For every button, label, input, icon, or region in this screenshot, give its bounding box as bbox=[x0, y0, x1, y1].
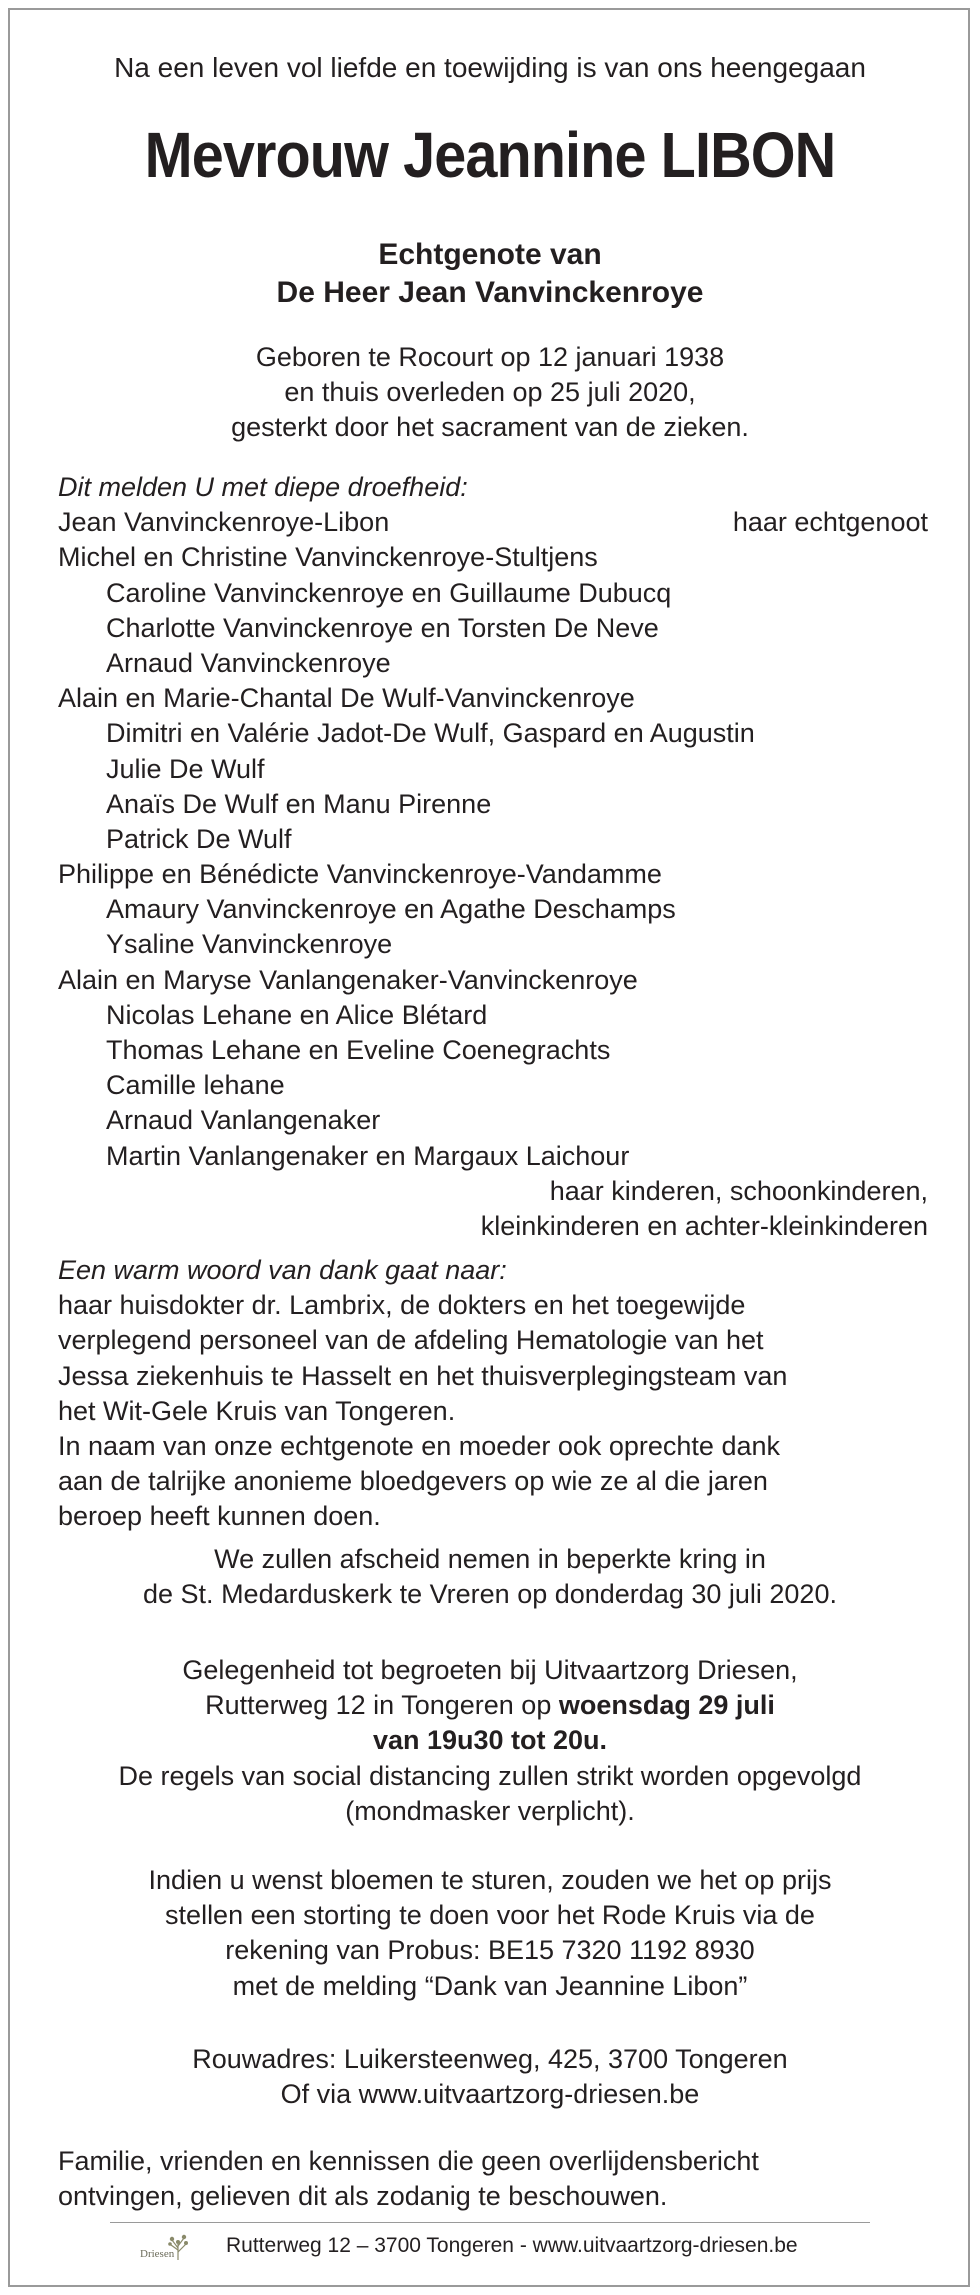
family-member: Patrick De Wulf bbox=[106, 823, 292, 854]
family-member: Alain en Marie-Chantal De Wulf-Vanvinckenroye bbox=[58, 683, 635, 714]
visitation-day: woensdag 29 juli bbox=[558, 1690, 775, 1721]
farewell-line-1: We zullen afscheid nemen in beperkte kring in bbox=[214, 1544, 766, 1574]
birth-block bbox=[0, 340, 980, 445]
thanks-line: aan de talrijke anonieme bloedgevers op wie ze al die jaren bbox=[58, 1466, 768, 1497]
deceased-name: Mevrouw Jeannine LIBON bbox=[144, 119, 836, 191]
family-member: Thomas Lehane en Eveline Coenegrachts bbox=[106, 1035, 611, 1065]
intro-line: Na een leven vol liefde en toewijding is van ons heengegaan bbox=[114, 52, 866, 83]
flowers-line-1: Indien u wenst bloemen te sturen, zouden we het op prijs bbox=[148, 1865, 832, 1895]
closing-line-2: ontvingen, gelieven dit als zodanig te beschouwen. bbox=[58, 2181, 668, 2212]
spouse-block bbox=[0, 236, 980, 312]
family-member: Caroline Vanvinckenroye en Guillaume Dubucq bbox=[106, 577, 672, 608]
family-member: Arnaud Vanlangenaker bbox=[106, 1105, 381, 1136]
footer-text: Rutterweg 12 – 3700 Tongeren - www.uitvaartzorg-driesen.be bbox=[226, 2234, 798, 2257]
thanks-line: beroep heeft kunnen doen. bbox=[58, 1501, 381, 1532]
visitation-line-1: Gelegenheid tot begroeten bij Uitvaartzorg Driesen, bbox=[182, 1655, 798, 1685]
visitation-block bbox=[0, 1653, 980, 1829]
farewell-line-2: de St. Medarduskerk te Vreren op donderdag 30 juli 2020. bbox=[143, 1579, 837, 1610]
thanks-line: verplegend personeel van de afdeling Hematologie van het bbox=[58, 1325, 764, 1356]
family-member: Dimitri en Valérie Jadot-De Wulf, Gaspard en Augustin bbox=[106, 718, 755, 749]
family-member: Martin Vanlangenaker en Margaux Laichour bbox=[106, 1140, 630, 1171]
visitation-line-5: (mondmasker verplicht). bbox=[345, 1795, 635, 1826]
footer-divider bbox=[110, 2222, 870, 2223]
flowers-line-3: rekening van Probus: BE15 7320 1192 8930 bbox=[225, 1935, 755, 1966]
family-member: Alain en Maryse Vanlangenaker-Vanvinckenroye bbox=[58, 964, 638, 995]
closing-block bbox=[58, 2144, 938, 2214]
farewell-block bbox=[0, 1542, 980, 1612]
address-line-2: Of via www.uitvaartzorg-driesen.be bbox=[280, 2079, 700, 2110]
family-member: Michel en Christine Vanvinckenroye-Stultjens bbox=[58, 542, 598, 573]
birth-line-2: en thuis overleden op 25 juli 2020, bbox=[284, 377, 696, 407]
thanks-line: haar huisdokter dr. Lambrix, de dokters en het toegewijde bbox=[58, 1290, 746, 1321]
flowers-block bbox=[0, 1863, 980, 2004]
thanks-block bbox=[58, 1253, 938, 1535]
family-member: Julie De Wulf bbox=[106, 753, 265, 784]
family-member: Ysaline Vanvinckenroye bbox=[106, 929, 393, 960]
flowers-line-2: stellen een storting te doen voor het Rode Kruis via de bbox=[165, 1900, 815, 1931]
spouse-line-1: Echtgenote van bbox=[378, 238, 602, 271]
husband-name: Jean Vanvinckenroye-Libon bbox=[58, 507, 390, 538]
husband-relation: haar echtgenoot bbox=[732, 507, 928, 538]
address-block bbox=[0, 2042, 980, 2112]
family-member: Philippe en Bénédicte Vanvinckenroye-Vandamme bbox=[58, 859, 662, 890]
visitation-time: van 19u30 tot 20u. bbox=[372, 1725, 608, 1756]
family-member: Anaïs De Wulf en Manu Pirenne bbox=[106, 788, 492, 819]
address-line-1: Rouwadres: Luikersteenweg, 425, 3700 Tongeren bbox=[192, 2044, 788, 2074]
family-member: Arnaud Vanvinckenroye bbox=[106, 647, 391, 678]
visitation-line-2-plain: Rutterweg 12 in Tongeren op bbox=[205, 1690, 559, 1721]
footer bbox=[0, 2222, 980, 2266]
logo-text: Driesen bbox=[140, 2248, 175, 2260]
family-husband-row bbox=[58, 505, 928, 540]
family-list bbox=[58, 470, 928, 1244]
flowers-line-4: met de melding “Dank van Jeannine Libon” bbox=[232, 1970, 748, 2001]
birth-line-1: Geboren te Rocourt op 12 januari 1938 bbox=[255, 342, 725, 372]
thanks-line: Jessa ziekenhuis te Hasselt en het thuisverplegingsteam van bbox=[58, 1360, 788, 1391]
thanks-line: In naam van onze echtgenote en moeder ook oprechte dank bbox=[58, 1431, 780, 1462]
driesen-logo-icon bbox=[138, 2230, 198, 2266]
family-relation-line-2: kleinkinderen en achter-kleinkinderen bbox=[480, 1210, 928, 1241]
family-relation-line-1: haar kinderen, schoonkinderen, bbox=[549, 1175, 928, 1206]
family-member: Nicolas Lehane en Alice Blétard bbox=[106, 999, 488, 1030]
thanks-line: het Wit-Gele Kruis van Tongeren. bbox=[58, 1395, 456, 1426]
visitation-line-4: De regels van social distancing zullen strikt worden opgevolgd bbox=[118, 1760, 862, 1791]
family-member: Camille lehane bbox=[106, 1070, 285, 1101]
thanks-heading: Een warm woord van dank gaat naar: bbox=[58, 1255, 507, 1285]
family-member: Amaury Vanvinckenroye en Agathe Deschamps bbox=[106, 894, 676, 925]
closing-line-1: Familie, vrienden en kennissen die geen overlijdensbericht bbox=[58, 2146, 759, 2176]
family-member: Charlotte Vanvinckenroye en Torsten De Neve bbox=[106, 612, 659, 643]
family-announcement: Dit melden U met diepe droefheid: bbox=[58, 472, 468, 502]
spouse-line-2: De Heer Jean Vanvinckenroye bbox=[276, 276, 704, 309]
visitation-line-2 bbox=[0, 1688, 980, 1723]
birth-line-3: gesterkt door het sacrament van de zieken. bbox=[231, 412, 749, 442]
